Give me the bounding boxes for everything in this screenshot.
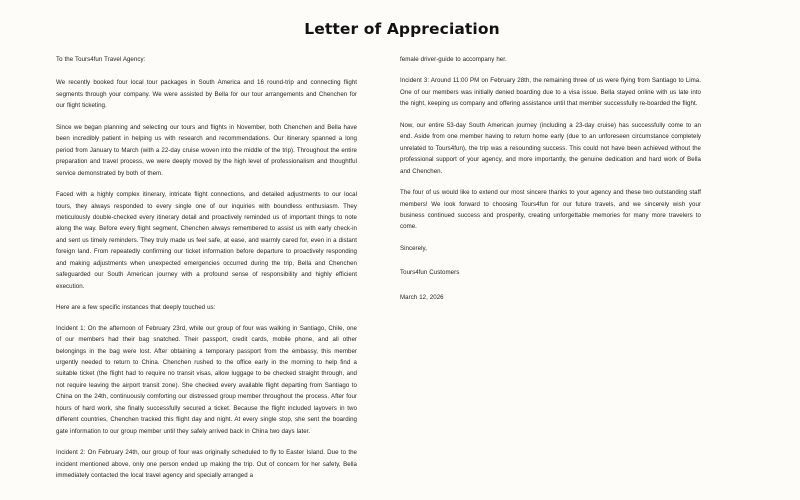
two-column-body [56,54,748,492]
paragraph-booking-summary: We recently booked four local tour packages in South America and 16 round-trip and connecting flight segments through your company. We were assisted by Bella for our tour arrangements and Chenchen for our flight ticketing. [56,79,357,110]
signature-name: Tours4fun Customers [400,269,460,277]
right-column [400,54,701,313]
paragraph-service-quality: Faced with a highly complex itinerary, intricate flight connections, and detailed adjustments to our local tours, they always responded to every single one of our inquiries with boundless enthusiasm. They meticulously double-checked every itinerary detail and proactively reminded us of important things to note along the way. Before every flight segment, Chenchen always remembered to assist us with early check-in and sent us timely reminders. They truly made us feel safe, at ease, and warmly cared for, even in a distant foreign land. From repeatedly confirming our ticket information before departure to proactively responding and making adjustments when unexpected emergencies occurred during the trip, Bella and Chenchen safeguarded our South American journey with a profound sense of responsibility and highly efficient execution. [56,191,357,290]
salutation: To the Tours4fun Travel Agency: [56,56,146,63]
paragraph-instances-intro: Here are a few specific instances that deeply touched us: [56,304,216,312]
paragraph-thanks: The four of us would like to extend our most sincere thanks to your agency and these two outstanding staff members! We look forward to choosing Tours4fun for our future travels, and we sincerely wish your business continued success and prosperity, creating unforgettable memories for many more travelers to come. [400,189,701,231]
paragraph-incident-1: Incident 1: On the afternoon of February 23rd, while our group of four was walking in Santiago, Chile, one of our members had their bag snatched. Their passport, credit cards, mobile phone, and all other belongings in the bag were lost. After obtaining a temporary passport from the embassy, this member urgently needed to return to China. Chenchen rushed to the office early in the morning to help find a suitable ticket (the flight had to require no transit visas, allow luggage to be checked straight through, and not require leaving the airport transit zone). She checked every available flight departing from Santiago to China on the 24th, continuously comforting our distressed group member throughout the process. After four hours of hard work, she finally successfully secured a ticket. Because the flight included layovers in two different countries, Chenchen tracked this flight day and night. At every single stop, she sent the boarding gate information to our group member until they safely arrived back in China two days later. [56,324,357,435]
letter-date: March 12, 2026 [400,293,444,301]
paragraph-incident-2: Incident 2: On February 24th, our group of four was originally scheduled to fly to Easter Island. Due to the incident mentioned above, only one person ended up making the trip. Out of concern for her safety, Bella immediately contacted the local travel agency and specially arranged a [56,449,357,480]
paragraph-journey-conclusion: Now, our entire 53-day South American journey (including a 23-day cruise) has successfully come to an end. Aside from one member having to return home early (due to an unforeseen circumstance completely unrelated to Tours4fun), the trip was a resounding success. This could not have been achieved without the professional support of your agency, and more importantly, the genuine dedication and hard work of Bella and Chenchen. [400,121,701,175]
page-title: Letter of Appreciation [304,20,500,38]
left-column [56,54,357,492]
paragraph-incident-2-continued: female driver-guide to accompany her. [400,56,507,63]
paragraph-incident-3: Incident 3: Around 11:00 PM on February 28th, the remaining three of us were flying from Santiago to Lima. One of our members was initially denied boarding due to a visa issue. Bella stayed online with us late into the night, keeping us company and offering assistance until that member successfully re-boarded the flight. [400,77,701,108]
paragraph-planning-period: Since we began planning and selecting our tours and flights in November, both Chenchen and Bella have been incredibly patient in helping us with research and recommendations. Our itinerary spanned a long period from January to March (with a 22-day cruise woven into the middle of the trip). Throughout the entire preparation and travel process, we were deeply moved by the high level of professionalism and thoughtful service demonstrated by both of them. [56,123,357,177]
closing-salutation: Sincerely, [400,244,427,252]
